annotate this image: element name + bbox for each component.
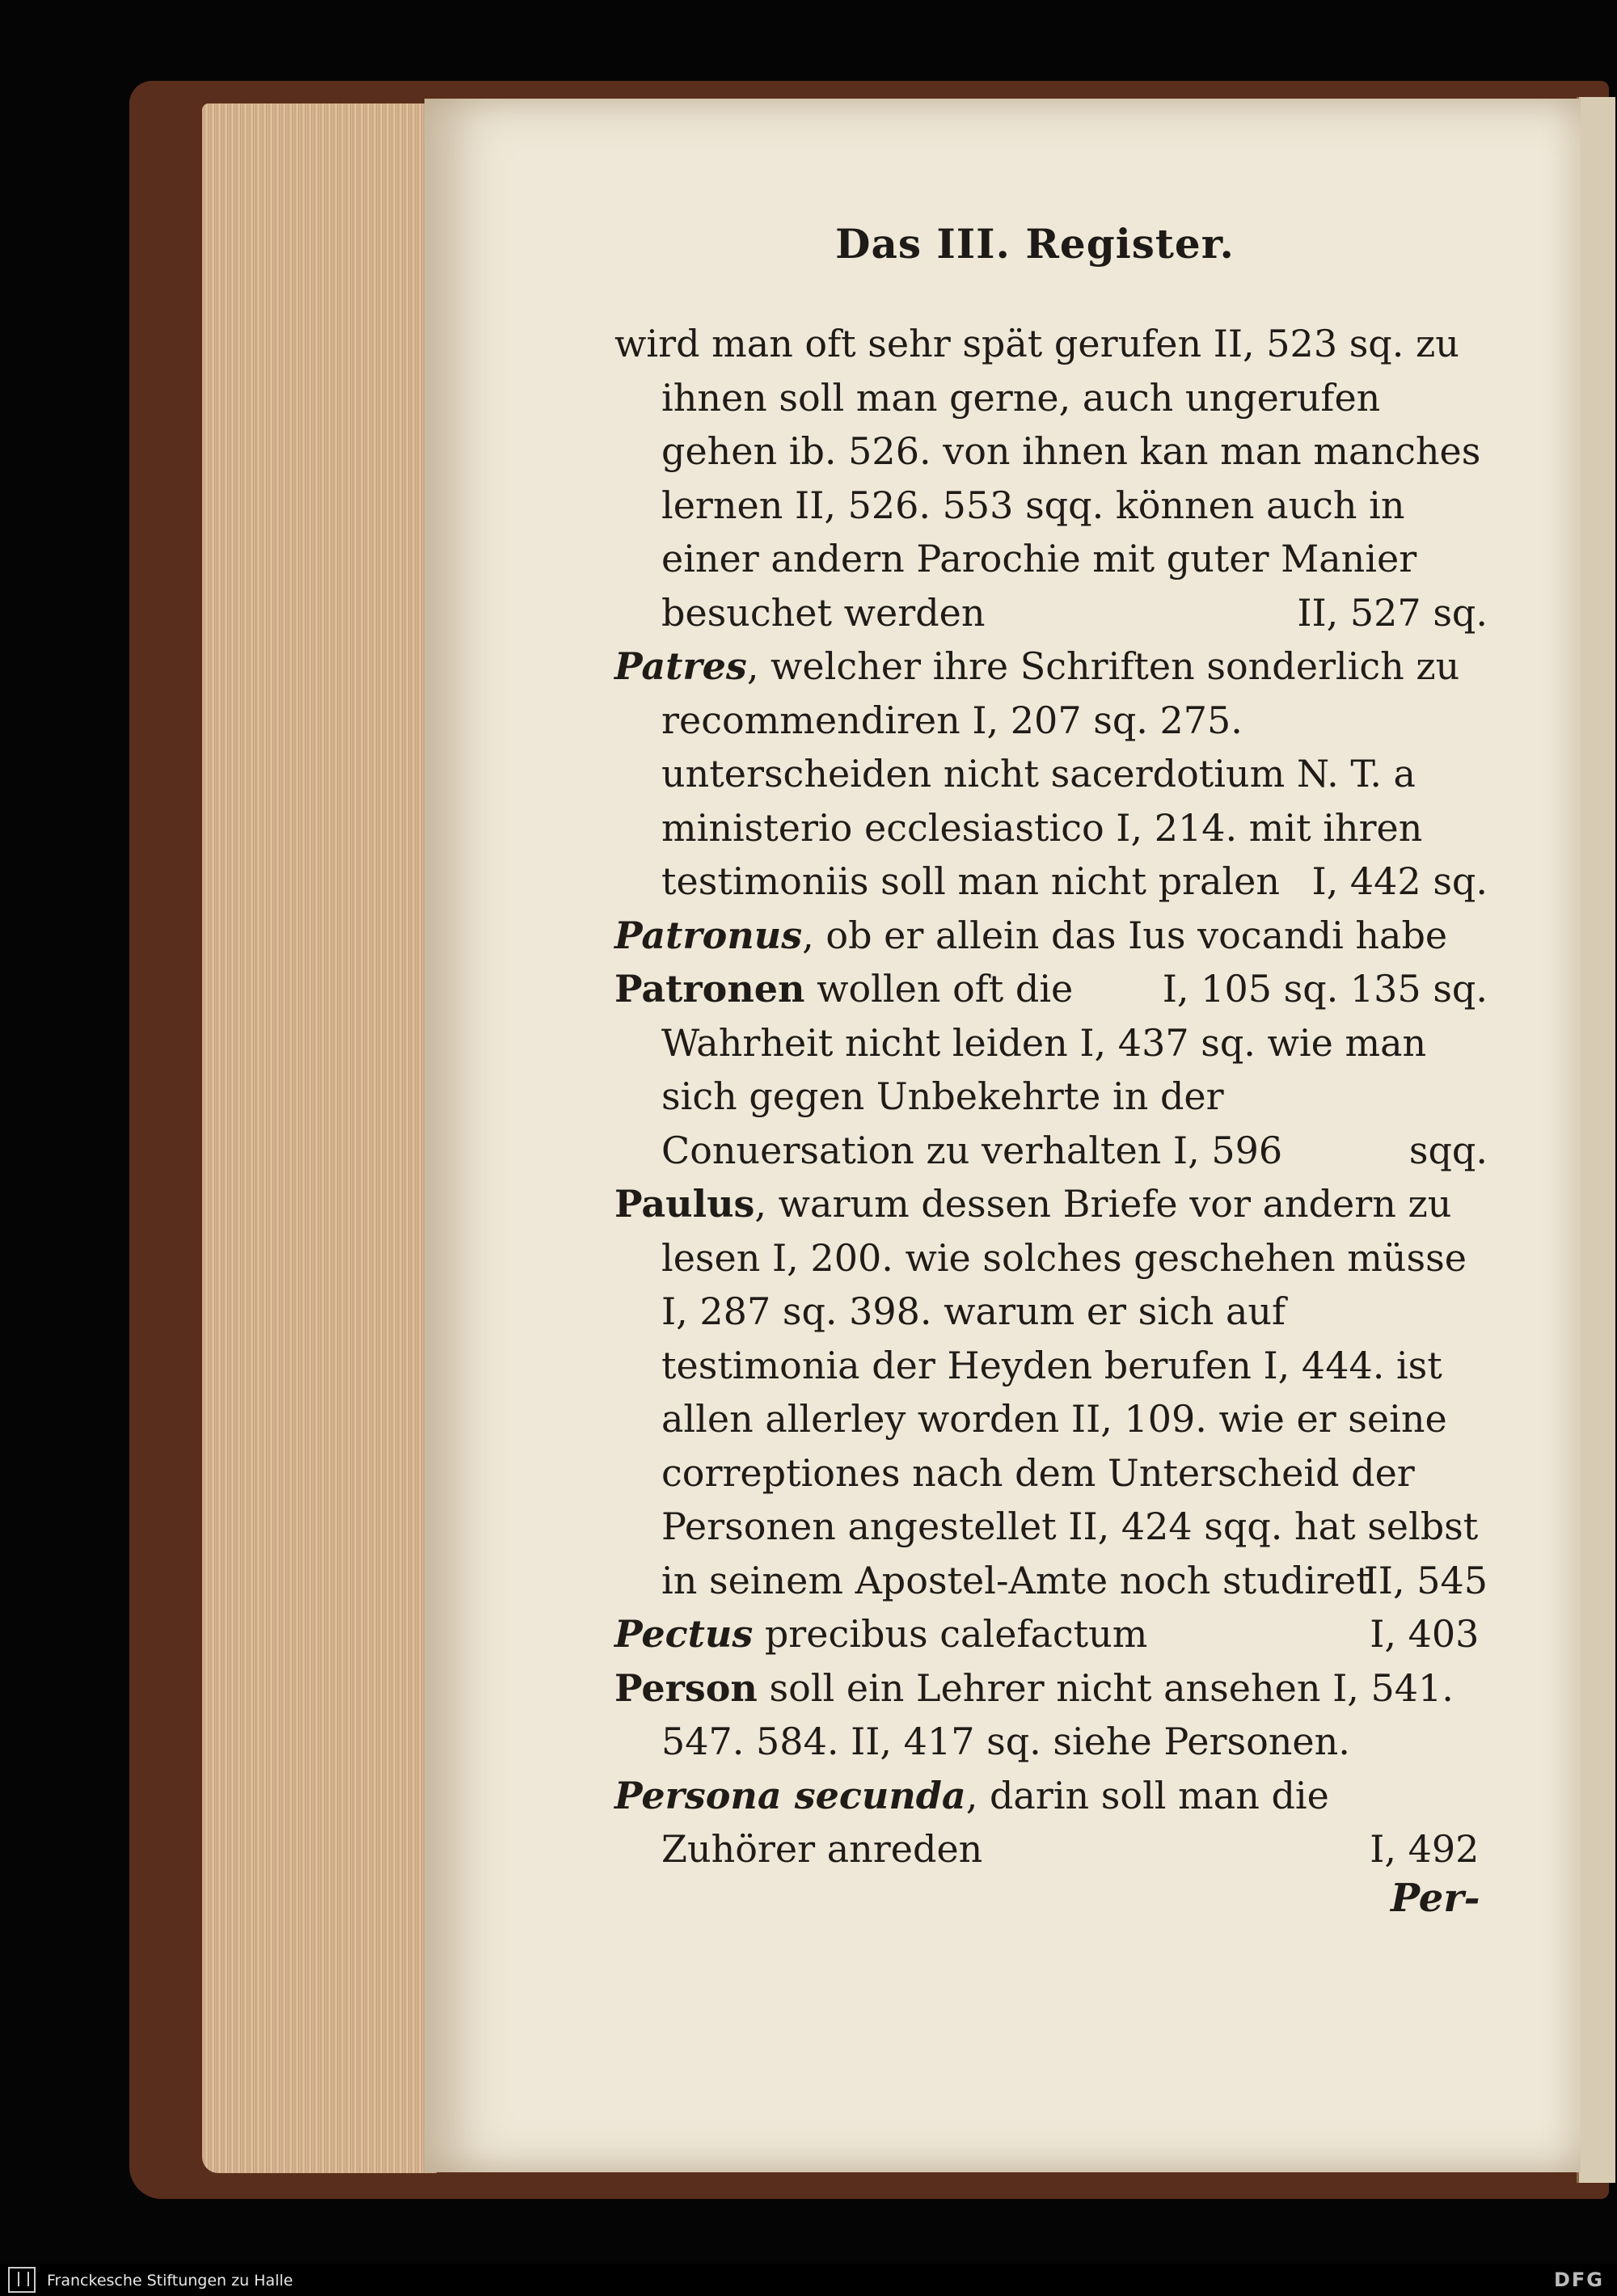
entry-locator: sqq.	[1408, 1128, 1488, 1172]
dfg-logo: DFG	[1553, 2269, 1604, 2291]
entry-text: soll ein Lehrer nicht ansehen I, 541. 547. 584. II, 417 sq. siehe Personen.	[661, 1665, 1454, 1763]
entry-locator: I, 492	[1370, 1827, 1480, 1871]
entry-text: precibus calefactum	[753, 1612, 1148, 1656]
entry-text: wollen oft die Wahrheit nicht leiden I, 437 sq. wie man sich gegen Unbekehrte in der Conuersation zu verhalten I, 596	[661, 967, 1427, 1172]
entry-locator: I, 403	[1370, 1612, 1480, 1656]
entry-locator: II, 527 sq.	[1297, 590, 1488, 635]
page-block-edge	[202, 103, 437, 2173]
entry-text: , welcher ihre Schriften sonderlich zu recommendiren I, 207 sq. 275. unterscheiden nicht sacerdotium N. T. a ministerio ecclesiastico I, 214. mit ihren testimoniis soll man nicht pralen	[661, 644, 1460, 903]
register-entry	[614, 639, 1488, 909]
entry-locator: I, 442 sq.	[1311, 859, 1488, 903]
register-entry	[614, 317, 1488, 639]
entry-text: , warum dessen Briefe vor andern zu lesen I, 200. wie solches geschehen müsse I, 287 sq. 398. warum er sich auf testimonia der Heyden berufen I, 444. ist allen allerley worden II, 109. wie er seine correptiones nach dem Unterscheid der Personen angestellet II, 424 sqq. hat selbst in seinem Apostel-Amte noch studiret	[661, 1182, 1479, 1602]
catchword: Per-	[1391, 1876, 1480, 1921]
register-entry	[614, 1607, 1488, 1661]
page-title: Das III. Register.	[835, 220, 1235, 268]
entry-text: , ob er allein das Ius vocandi habe	[802, 913, 1448, 957]
register-entry	[614, 962, 1488, 1177]
entry-term: Paulus	[614, 1182, 755, 1226]
entry-term: Patres	[614, 644, 747, 688]
register-entry	[614, 1661, 1488, 1769]
entry-term: Pectus	[614, 1612, 754, 1656]
entry-term: Patronen	[614, 967, 805, 1011]
entry-text: , darin soll man die Zuhörer anreden	[661, 1773, 1329, 1871]
entry-text: wird man oft sehr spät gerufen II, 523 sq. zu ihnen soll man gerne, auch ungerufen gehen ib. 526. von ihnen kan man manches lernen II, 526. 553 sqq. können auch in einer andern Parochie mit guter Manier besuchet werden	[614, 322, 1481, 635]
register-entries	[614, 317, 1488, 1876]
entry-locator: II, 545	[1363, 1558, 1488, 1602]
entry-term: Person	[614, 1665, 758, 1710]
entry-term: Patronus	[614, 913, 803, 957]
facing-page-edge	[1577, 97, 1615, 2183]
entry-locator: I, 105 sq. 135 sq.	[1162, 967, 1488, 1011]
institution-name: Franckesche Stiftungen zu Halle	[47, 2272, 293, 2290]
institution-logo-icon	[8, 2267, 36, 2293]
entry-term: Persona secunda	[614, 1773, 966, 1817]
viewer-footer	[0, 2264, 1617, 2296]
register-entry	[614, 1769, 1488, 1876]
register-entry	[614, 1177, 1488, 1607]
